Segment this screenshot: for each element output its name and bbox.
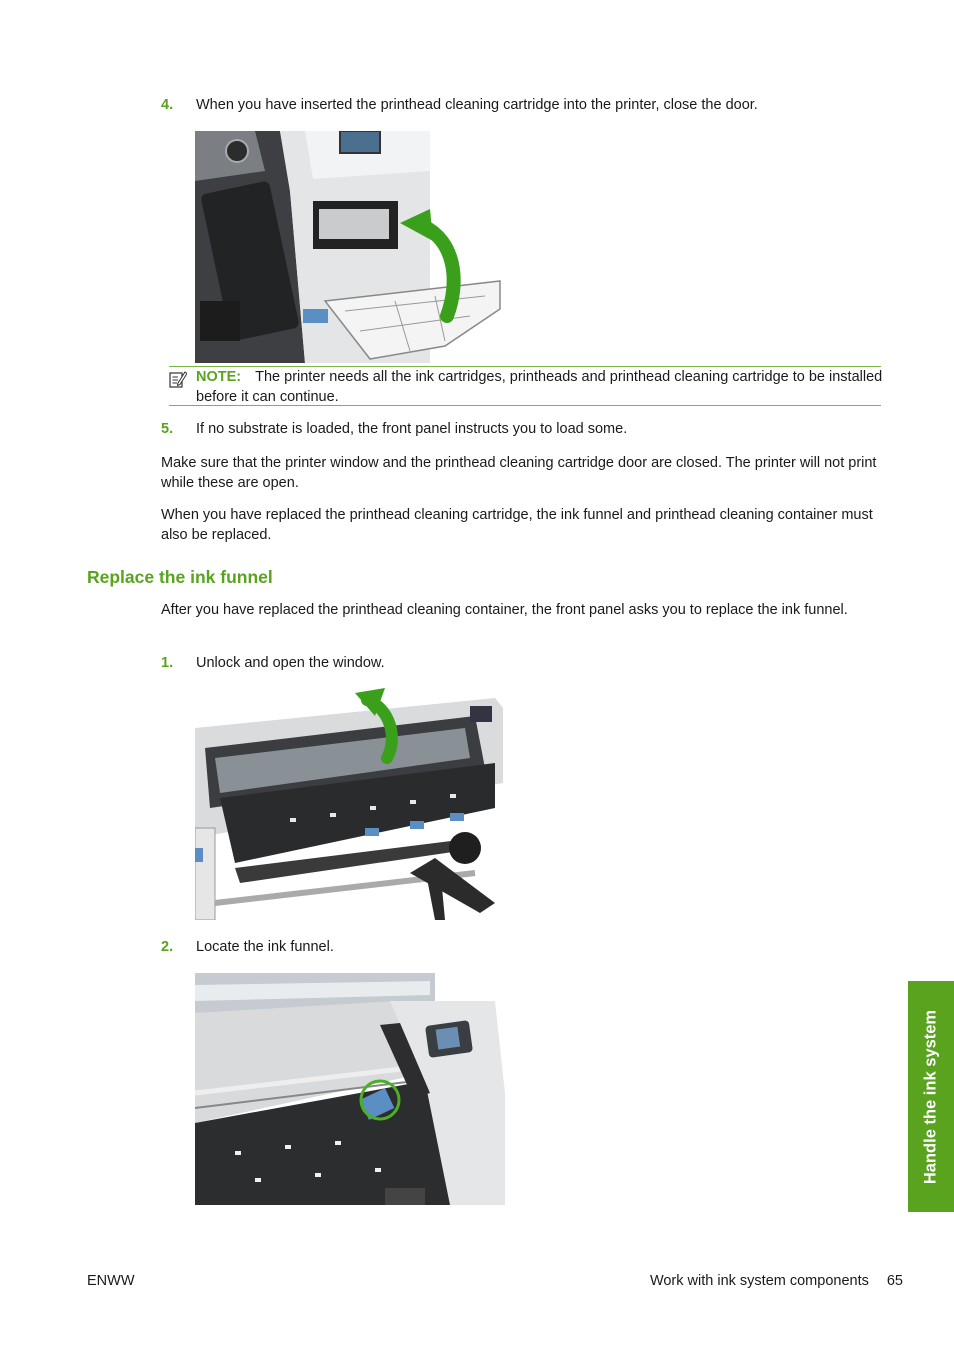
paragraph-windows-closed: Make sure that the printer window and the printhead cleaning cartridge door are closed. The printer will not print while these are open. <box>161 455 877 491</box>
step-text: If no substrate is loaded, the front panel instructs you to load some. <box>196 421 628 437</box>
figure-open-window <box>195 688 503 920</box>
footer-section-name: Work with ink system components <box>649 1273 869 1289</box>
footer-right <box>650 1272 903 1292</box>
step-text: Locate the ink funnel. <box>196 939 334 955</box>
paragraph-replace-parts: When you have replaced the printhead cleaning cartridge, the ink funnel and printhead cleaning container must also be replaced. <box>161 507 873 543</box>
section-intro: After you have replaced the printhead cleaning container, the front panel asks you to replace the ink funnel. <box>161 602 848 618</box>
step-number: 4. <box>161 97 174 113</box>
note-text <box>196 368 886 407</box>
note-box <box>169 366 881 406</box>
step-number: 1. <box>161 655 174 671</box>
step-number: 5. <box>161 421 174 437</box>
footer-left: ENWW <box>87 1273 135 1289</box>
note-pencil-icon <box>169 370 187 388</box>
side-tab-label: Handle the ink system <box>921 1009 940 1184</box>
note-label: NOTE: <box>196 369 242 385</box>
section-title: Replace the ink funnel <box>87 567 273 587</box>
step-text: Unlock and open the window. <box>196 655 385 671</box>
figure-locate-funnel <box>195 973 505 1205</box>
step-text: When you have inserted the printhead cleaning cartridge into the printer, close the door. <box>196 97 758 113</box>
side-chapter-tab[interactable] <box>908 981 954 1212</box>
step-number: 2. <box>161 939 174 955</box>
figure-close-door <box>195 131 505 363</box>
page-number: 65 <box>886 1273 903 1289</box>
note-body: The printer needs all the ink cartridges, printheads and printhead cleaning cartridge to be installed before it can continue. <box>196 369 883 405</box>
